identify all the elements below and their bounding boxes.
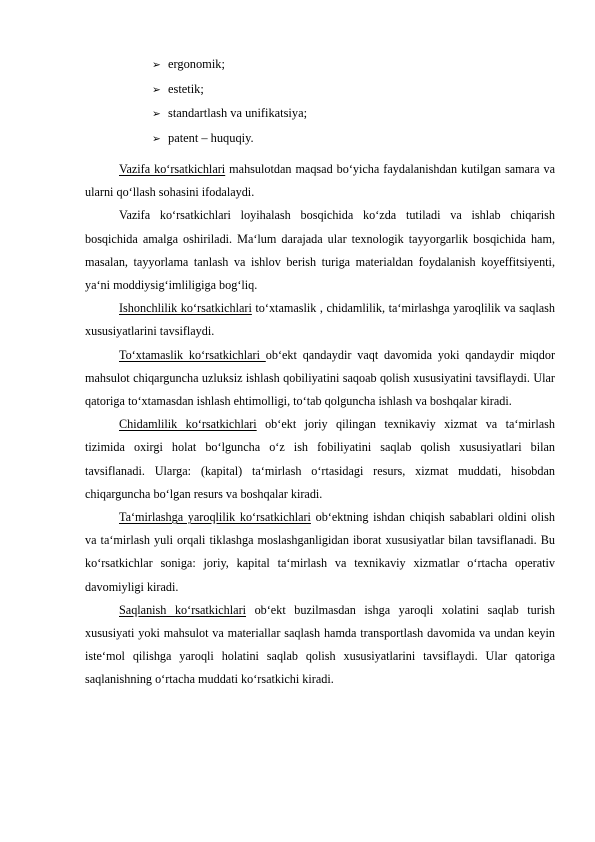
term-heading: Chidamlilik ko‘rsatkichlari — [119, 417, 257, 432]
term-heading: Vazifa ko‘rsatkichlari — [119, 162, 226, 176]
arrow-bullet-icon: ➢ — [152, 132, 161, 145]
list-item-text: estetik; — [168, 81, 204, 96]
arrow-bullet-icon: ➢ — [152, 83, 161, 96]
paragraph-text: ob‘ekt joriy qilingan texnikaviy xizmat va ta‘mirlash tizimida oxirgi holat bo‘lguncha o‘z ish fobiliyatini saqlab qolish xususiyatlari bilan tavsiflanadi. Ularga: (kapital) ta‘mirlash o‘rtasidagi resurs, xizmat muddati, hisobdan chiqarguncha bo‘lgan resurs va boshqalar kiradi. — [85, 417, 556, 501]
term-heading: To‘xtamaslik ko‘rsatkichlari — [119, 347, 266, 362]
list-item — [152, 77, 307, 102]
list-item — [152, 52, 307, 77]
paragraph-vazifa-details — [85, 204, 555, 297]
paragraph-text: ob‘ektning ishdan chiqish sabablari oldini olish va ta‘mirlash yuli orqali tiklashga moslashganligidan iborat xususiyatlar bilan tavsiflanadi. Bu ko‘rsatkichlar soniga: joriy, kapital ta‘mirlash va texnikaviy xizmatlar o‘rtacha operativ davomiyligi kiradi. — [85, 510, 555, 594]
list-item-text: patent – huquqiy. — [168, 130, 254, 145]
bullet-list — [152, 52, 307, 150]
paragraph-vazifa — [85, 158, 555, 204]
term-heading: Ishonchlilik ko‘rsatkichlari — [119, 301, 252, 316]
paragraph-saqlanish — [85, 599, 555, 692]
list-item — [152, 101, 307, 126]
paragraph-text: to‘xtamaslik , chidamlilik, ta‘mirlashga yaroqlilik va saqlash xususiyatlarini tavsiflaydi. — [85, 301, 555, 339]
paragraph-chidamlilik — [85, 413, 555, 506]
list-item-text: standartlash va unifikatsiya; — [168, 106, 308, 120]
paragraph-text: ob‘ekt qandaydir vaqt davomida yoki qandaydir miqdor mahsulot chiqarguncha uzluksiz ishlash qobiliyatini saqoab qolish xususiyatini tavsiflaydi. Ular qatoriga to‘xtamasdan ishlash ehtimolligi, to‘tab qolguncha ishlash va boshqalar kiradi. — [85, 347, 556, 409]
paragraph-ishonchlilik — [85, 297, 555, 343]
term-heading: Saqlanish ko‘rsatkichlari — [119, 602, 247, 617]
arrow-bullet-icon: ➢ — [152, 108, 161, 120]
list-item-text: ergonomik; — [168, 57, 225, 71]
paragraph-text: mahsulotdan maqsad bo‘yicha faydalanishdan kutilgan samara va ularni qo‘llash sohasini ifodalaydi. — [85, 162, 555, 200]
paragraph-tamirlashga — [85, 506, 555, 599]
body-text — [85, 158, 555, 692]
arrow-bullet-icon: ➢ — [152, 59, 161, 71]
paragraph-text: Vazifa ko‘rsatkichlari loyihalash bosqichida ko‘zda tutiladi va ishlab chiqarish bosqichida amalga oshiriladi. Ma‘lum darajada ular texnologik tayyorgarlik bosqichida ham, masalan, tayyorlama tanlash va ishlov berish turiga materialdan foydalanish koyeffitsiyenti, ya‘ni moddiysig‘imliligiga bog‘liq. — [85, 208, 555, 293]
paragraph-toxtamaslik — [85, 344, 555, 414]
paragraph-text: ob‘ekt buzilmasdan ishga yaroqli xolatini saqlab turish xususiyati yoki mahsulot va materiallar saqlash hamda transportlash davomida va undan keyin iste‘mol qilishga yaroqli holatini saqlab qolish xususiyatlarini tavsiflaydi. Ular qatoriga saqlanishning o‘rtacha muddati ko‘rsatkichi kiradi. — [85, 602, 555, 687]
list-item — [152, 126, 307, 151]
term-heading: Ta‘mirlashga yaroqlilik ko‘rsatkichlari — [119, 510, 311, 525]
